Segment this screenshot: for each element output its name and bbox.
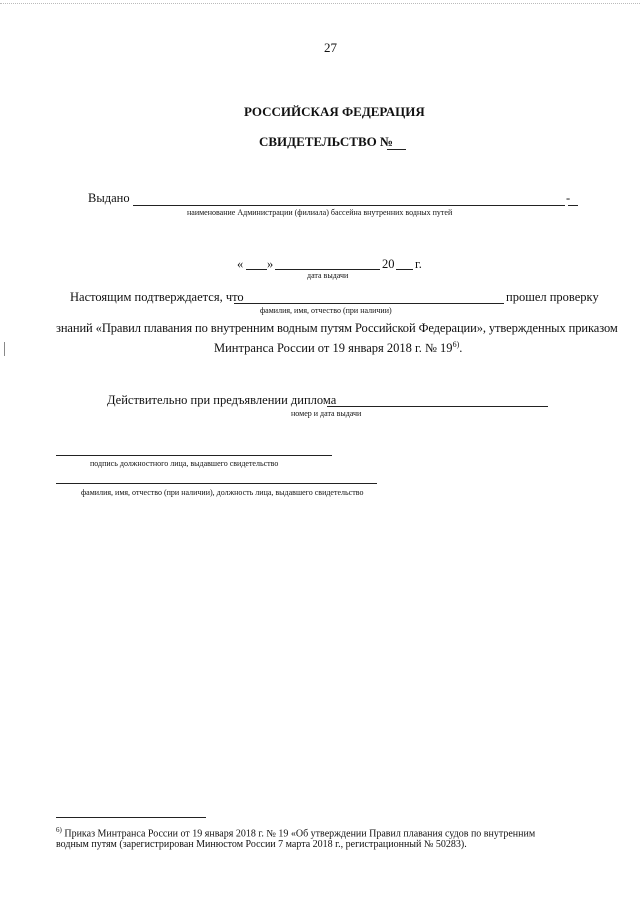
official-caption: фамилия, имя, отчество (при наличии), должность лица, выдавшего свидетельство: [81, 488, 364, 497]
heading-certificate: СВИДЕТЕЛЬСТВО №: [259, 134, 394, 149]
heading-federation: РОССИЙСКАЯ ФЕДЕРАЦИЯ: [244, 104, 425, 119]
footnote-separator: [56, 817, 206, 818]
signature-line: [56, 455, 332, 456]
footnote-mark: 6): [56, 826, 62, 834]
confirmation-lead: Настоящим подтверждается, что: [70, 290, 244, 304]
validity-text: Действительно при предъявлении диплома: [107, 393, 337, 407]
footnote-line1-text: Приказ Минтранса России от 19 января 2018 г. № 19 «Об утверждении Правил плавания судов по внутренним: [64, 828, 536, 840]
confirmation-line3-end: .: [459, 341, 463, 356]
confirmation-line2: знаний «Правил плавания по внутренним водным путям Российской Федерации», утвержденных приказом: [56, 321, 618, 335]
footnote-reference: 6): [452, 340, 460, 349]
confirmation-line3-text: Минтранса России от 19 января 2018 г. № 19: [214, 341, 453, 356]
signature-caption: подпись должностного лица, выдавшего свидетельство: [90, 459, 279, 468]
issued-caption: наименование Администрации (филиала) бассейна внутренних водных путей: [187, 208, 453, 217]
confirmation-line3: [214, 340, 462, 356]
scan-top-edge: [0, 3, 640, 4]
validity-line: [327, 406, 548, 407]
confirmation-name-caption: фамилия, имя, отчество (при наличии): [260, 306, 392, 315]
date-year-suffix: г.: [415, 257, 422, 271]
date-caption: дата выдачи: [307, 271, 349, 280]
date-year-prefix: 20: [382, 257, 395, 271]
issued-line-end: [568, 205, 578, 206]
footnote-line2: водным путям (зарегистрирован Минюстом России 7 марта 2018 г., регистрационный № 50283).: [56, 839, 467, 850]
validity-caption: номер и дата выдачи: [291, 409, 362, 418]
footnote-line1: [56, 826, 535, 839]
confirmation-tail: прошел проверку: [506, 290, 599, 304]
page-number: 27: [324, 40, 337, 55]
issued-line: [133, 205, 565, 206]
date-month-line: [275, 269, 380, 270]
issued-trailing-mark: -: [566, 191, 571, 205]
issued-label: Выдано: [88, 191, 130, 205]
confirmation-name-line: [234, 303, 504, 304]
date-day-line: [246, 269, 267, 270]
official-line: [56, 483, 377, 484]
date-close-quote: »: [267, 257, 274, 271]
scan-side-mark: [4, 342, 5, 356]
certificate-number-line: [387, 149, 406, 150]
date-year-line: [396, 269, 413, 270]
date-open-quote: «: [237, 257, 244, 271]
